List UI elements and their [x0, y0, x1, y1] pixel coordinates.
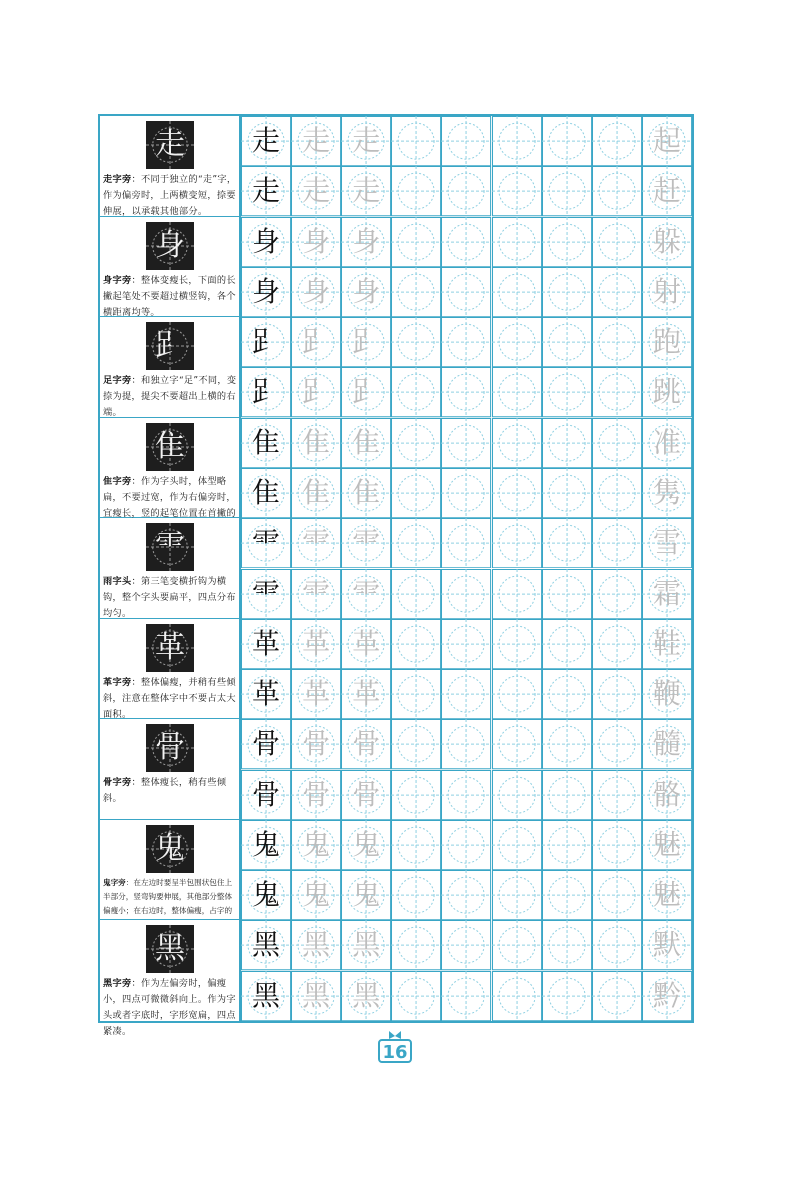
practice-cell[interactable]: [441, 418, 491, 468]
practice-cell[interactable]: [441, 669, 491, 719]
trace-character: 骼: [652, 777, 681, 811]
practice-cell[interactable]: [291, 468, 341, 518]
model-character: 鬼: [252, 878, 281, 912]
practice-cell[interactable]: [542, 217, 592, 267]
practice-cell[interactable]: [542, 317, 592, 367]
trace-character: 鬼: [302, 827, 331, 861]
model-character: 𧾷: [252, 325, 281, 359]
trace-character: ⻗: [352, 576, 381, 610]
trace-character: 魅: [652, 878, 681, 912]
practice-cell[interactable]: [592, 418, 642, 468]
trace-character: 隹: [352, 425, 381, 459]
radical-tile: [146, 222, 194, 270]
practice-cell[interactable]: [441, 569, 491, 619]
practice-cell[interactable]: [542, 920, 592, 970]
trace-character: 默: [652, 928, 681, 962]
radical-notes-column: [100, 116, 241, 1038]
practice-cell[interactable]: [441, 820, 491, 870]
model-character: 鬼: [252, 827, 281, 861]
radical-description: [103, 574, 237, 622]
radical-glyph: 骨: [155, 730, 185, 766]
practice-cell[interactable]: [492, 367, 542, 417]
practice-cell[interactable]: [341, 418, 391, 468]
practice-cell[interactable]: [592, 971, 642, 1021]
model-character: 走: [252, 174, 281, 208]
practice-cell[interactable]: [291, 870, 341, 920]
practice-cell[interactable]: [391, 870, 441, 920]
trace-character: 革: [352, 626, 381, 660]
practice-cell[interactable]: [492, 317, 542, 367]
practice-cell[interactable]: [542, 418, 592, 468]
practice-cell[interactable]: [592, 870, 642, 920]
practice-cell[interactable]: [642, 267, 692, 317]
practice-cell[interactable]: [291, 569, 341, 619]
radical-text: ：在左边时要呈半包围状包住上半部分，竖弯钩要伸展，其他部分整体偏瘦小；在右边时，整体偏瘦，占字的: [103, 877, 233, 915]
radical-name: 雨字头: [103, 576, 132, 588]
trace-character: 射: [652, 274, 681, 308]
practice-cell[interactable]: [592, 217, 642, 267]
trace-character: 革: [352, 677, 381, 711]
radical-tile: [146, 423, 194, 471]
practice-cell[interactable]: [492, 820, 542, 870]
practice-cell[interactable]: [391, 569, 441, 619]
model-character: 身: [252, 274, 281, 308]
radical-tile: [146, 322, 194, 370]
practice-cell[interactable]: [542, 518, 592, 568]
radical-description: [103, 273, 237, 321]
practice-cell[interactable]: [492, 116, 542, 166]
practice-cell[interactable]: [542, 719, 592, 769]
practice-cell[interactable]: [391, 418, 441, 468]
trace-character: ⻗: [352, 526, 381, 560]
practice-cell[interactable]: [492, 468, 542, 518]
practice-cell[interactable]: [441, 267, 491, 317]
radical-note: [100, 619, 239, 720]
practice-cell[interactable]: [592, 669, 642, 719]
radical-tile: [146, 523, 194, 571]
practice-cell[interactable]: [341, 719, 391, 769]
practice-cell[interactable]: [241, 971, 291, 1021]
trace-character: 𧾷: [352, 325, 381, 359]
practice-cell[interactable]: [441, 518, 491, 568]
practice-cell[interactable]: [291, 770, 341, 820]
trace-character: 起: [652, 124, 681, 157]
practice-cell[interactable]: [341, 669, 391, 719]
practice-cell[interactable]: [391, 217, 441, 267]
practice-cell[interactable]: [241, 719, 291, 769]
trace-character: 霜: [652, 576, 681, 610]
practice-cell[interactable]: [592, 116, 642, 166]
practice-cell[interactable]: [391, 166, 441, 216]
practice-cell[interactable]: [241, 116, 291, 166]
trace-character: 走: [352, 174, 381, 208]
radical-glyph: 鬼: [155, 830, 185, 866]
practice-cell[interactable]: [642, 367, 692, 417]
practice-cell[interactable]: [291, 267, 341, 317]
trace-character: 革: [302, 677, 331, 711]
practice-cell[interactable]: [642, 820, 692, 870]
radical-glyph: 𧾷: [155, 328, 185, 364]
practice-cell[interactable]: [441, 468, 491, 518]
radical-text: ：不同于独立的“走”字，作为偏旁时，上两横变短，捺要伸展，以承载其他部分。: [103, 174, 237, 217]
trace-character: 鞭: [652, 677, 681, 711]
practice-cell[interactable]: [341, 116, 391, 166]
practice-cell[interactable]: [592, 619, 642, 669]
practice-cell[interactable]: [391, 619, 441, 669]
radical-name: 革字旁: [103, 676, 132, 688]
practice-cell[interactable]: [341, 317, 391, 367]
radical-name: 足字旁: [103, 375, 132, 387]
radical-tile: [146, 825, 194, 873]
trace-character: 走: [302, 124, 331, 157]
practice-cell[interactable]: [441, 217, 491, 267]
trace-character: 身: [352, 224, 381, 258]
practice-cell[interactable]: [642, 418, 692, 468]
practice-cell[interactable]: [492, 870, 542, 920]
page-number: 16: [378, 1039, 412, 1063]
radical-description: [103, 675, 237, 723]
practice-cell[interactable]: [341, 870, 391, 920]
practice-cell[interactable]: [241, 468, 291, 518]
practice-cell[interactable]: [291, 418, 341, 468]
trace-character: 黑: [352, 928, 381, 962]
trace-character: 走: [352, 124, 381, 157]
practice-cell[interactable]: [241, 669, 291, 719]
practice-cell[interactable]: [542, 820, 592, 870]
practice-cell[interactable]: [441, 770, 491, 820]
practice-cell[interactable]: [642, 619, 692, 669]
model-character: 隹: [252, 475, 281, 509]
radical-glyph: 身: [155, 227, 185, 263]
radical-name: 隹字旁: [103, 475, 132, 487]
model-character: 黑: [252, 928, 281, 962]
trace-character: 黑: [302, 928, 331, 962]
trace-character: 跳: [652, 375, 681, 409]
practice-cell[interactable]: [592, 920, 642, 970]
practice-cell[interactable]: [642, 719, 692, 769]
practice-cell[interactable]: [241, 418, 291, 468]
practice-cell[interactable]: [642, 669, 692, 719]
practice-cell[interactable]: [642, 770, 692, 820]
practice-cell[interactable]: [492, 920, 542, 970]
practice-cell[interactable]: [291, 971, 341, 1021]
practice-cell[interactable]: [441, 317, 491, 367]
radical-note: [100, 719, 239, 820]
practice-cell[interactable]: [642, 870, 692, 920]
radical-text: ：和独立字“足”不同，变捺为提，提尖不要超出上横的右端。: [103, 375, 237, 419]
practice-cell[interactable]: [391, 116, 441, 166]
radical-tile: [146, 624, 194, 672]
practice-cell[interactable]: [241, 217, 291, 267]
practice-cell[interactable]: [291, 669, 341, 719]
practice-cell[interactable]: [241, 166, 291, 216]
model-character: 骨: [252, 727, 281, 761]
practice-cell[interactable]: [592, 719, 642, 769]
practice-cell[interactable]: [241, 619, 291, 669]
trace-character: 鞋: [652, 626, 681, 660]
trace-character: 鬼: [352, 878, 381, 912]
trace-character: 鬼: [302, 878, 331, 912]
trace-character: ⻗: [302, 526, 331, 560]
practice-cell[interactable]: [391, 468, 441, 518]
practice-cell[interactable]: [492, 217, 542, 267]
practice-cell[interactable]: [592, 166, 642, 216]
practice-cell[interactable]: [542, 468, 592, 518]
practice-cell[interactable]: [642, 116, 692, 166]
radical-glyph: 隹: [155, 428, 185, 464]
practice-cell[interactable]: [542, 770, 592, 820]
practice-cell[interactable]: [492, 166, 542, 216]
practice-cell[interactable]: [241, 820, 291, 870]
trace-character: 骨: [352, 777, 381, 811]
practice-cell[interactable]: [391, 820, 441, 870]
radical-description: [103, 976, 237, 1040]
trace-character: 身: [352, 274, 381, 308]
practice-cell[interactable]: [492, 418, 542, 468]
trace-character: 革: [302, 626, 331, 660]
practice-cell[interactable]: [642, 518, 692, 568]
radical-note: [100, 418, 239, 519]
practice-cell[interactable]: [341, 166, 391, 216]
practice-cell[interactable]: [542, 569, 592, 619]
radical-text: ：整体变瘦长，下面的长撇起笔处不要超过横竖钩，各个横距离均等。: [103, 274, 236, 318]
practice-cell[interactable]: [592, 569, 642, 619]
practice-cell[interactable]: [441, 116, 491, 166]
practice-cell[interactable]: [542, 367, 592, 417]
practice-cell[interactable]: [592, 820, 642, 870]
practice-cell[interactable]: [341, 820, 391, 870]
trace-character: 骨: [302, 777, 331, 811]
trace-character: 𧾷: [302, 375, 331, 409]
practice-cell[interactable]: [492, 719, 542, 769]
practice-sheet: [98, 114, 694, 1038]
trace-character: 准: [652, 425, 681, 459]
radical-text: ：作为字头时，体型略扁，不要过宽，作为右偏旁时，宜瘦长，竖的起笔位置在首撇的: [103, 475, 236, 519]
trace-character: 走: [302, 174, 331, 208]
trace-character: 骨: [352, 727, 381, 761]
practice-cell[interactable]: [341, 518, 391, 568]
radical-text: ：作为左偏旁时，偏瘦小，四点可微微斜向上。作为字头或者字底时，字形宽扁，四点紧凑。: [103, 978, 236, 1038]
radical-text: ：整体瘦长，稍有些倾斜。: [103, 777, 227, 805]
practice-cell[interactable]: [241, 518, 291, 568]
trace-character: 髓: [652, 727, 681, 761]
practice-cell[interactable]: [492, 569, 542, 619]
radical-glyph: 革: [155, 629, 185, 665]
trace-character: ⻗: [302, 576, 331, 610]
practice-cell[interactable]: [341, 920, 391, 970]
practice-cell[interactable]: [341, 468, 391, 518]
practice-cell[interactable]: [441, 971, 491, 1021]
practice-cell[interactable]: [441, 367, 491, 417]
practice-cell[interactable]: [542, 267, 592, 317]
practice-cell[interactable]: [642, 468, 692, 518]
practice-cell[interactable]: [291, 367, 341, 417]
practice-cell[interactable]: [642, 920, 692, 970]
model-character: ⻗: [252, 576, 281, 610]
trace-character: 雪: [652, 526, 681, 560]
practice-cell[interactable]: [291, 619, 341, 669]
practice-cell[interactable]: [391, 719, 441, 769]
radical-name: 身字旁: [103, 274, 132, 286]
practice-cell[interactable]: [391, 518, 441, 568]
practice-cell[interactable]: [241, 770, 291, 820]
radical-note: [100, 317, 239, 418]
practice-cell[interactable]: [441, 870, 491, 920]
trace-character: 骨: [302, 727, 331, 761]
trace-character: 隹: [302, 425, 331, 459]
model-character: 革: [252, 677, 281, 711]
practice-cell[interactable]: [441, 166, 491, 216]
radical-note: [100, 920, 239, 1038]
practice-cell[interactable]: [391, 367, 441, 417]
practice-cell[interactable]: [341, 267, 391, 317]
practice-cell[interactable]: [441, 719, 491, 769]
practice-cell[interactable]: [341, 770, 391, 820]
trace-character: 躲: [652, 224, 681, 258]
trace-character: 跑: [652, 325, 681, 359]
radical-note: [100, 518, 239, 619]
model-character: 隹: [252, 425, 281, 459]
radical-glyph: 走: [155, 127, 185, 162]
practice-cell[interactable]: [642, 317, 692, 367]
practice-cell[interactable]: [391, 770, 441, 820]
practice-cell[interactable]: [341, 367, 391, 417]
practice-cell[interactable]: [241, 317, 291, 367]
practice-cell[interactable]: [291, 518, 341, 568]
practice-cell[interactable]: [642, 166, 692, 216]
practice-cell[interactable]: [542, 116, 592, 166]
practice-cell[interactable]: [592, 367, 642, 417]
model-character: 骨: [252, 777, 281, 811]
practice-cell[interactable]: [592, 770, 642, 820]
practice-cell[interactable]: [542, 166, 592, 216]
practice-cell[interactable]: [492, 770, 542, 820]
radical-name: 鬼字旁: [103, 877, 126, 887]
practice-cell[interactable]: [642, 569, 692, 619]
radical-name: 骨字旁: [103, 777, 132, 789]
practice-cell[interactable]: [642, 971, 692, 1021]
practice-cell[interactable]: [592, 267, 642, 317]
radical-glyph: ⻗: [155, 529, 185, 565]
practice-cell[interactable]: [542, 669, 592, 719]
practice-cell[interactable]: [341, 569, 391, 619]
trace-character: 𧾷: [352, 375, 381, 409]
practice-cell[interactable]: [592, 317, 642, 367]
practice-cell[interactable]: [291, 719, 341, 769]
practice-cell[interactable]: [391, 920, 441, 970]
model-character: 𧾷: [252, 375, 281, 409]
radical-text: ：第三笔变横折钩为横钩，整个字头要扁平，四点分布均匀。: [103, 576, 236, 620]
practice-cell[interactable]: [241, 569, 291, 619]
radical-name: 走字旁: [103, 174, 132, 185]
model-character: ⻗: [252, 526, 281, 560]
practice-cell[interactable]: [341, 619, 391, 669]
trace-character: 身: [302, 224, 331, 258]
practice-cell[interactable]: [291, 166, 341, 216]
radical-description: [103, 775, 237, 807]
practice-cell[interactable]: [642, 217, 692, 267]
practice-cell[interactable]: [291, 217, 341, 267]
trace-character: 魅: [652, 827, 681, 861]
practice-cell[interactable]: [291, 317, 341, 367]
practice-cell[interactable]: [391, 317, 441, 367]
practice-grid: [241, 116, 692, 1021]
trace-character: 𧾷: [302, 325, 331, 359]
trace-character: 身: [302, 274, 331, 308]
practice-cell[interactable]: [241, 870, 291, 920]
radical-name: 黑字旁: [103, 978, 132, 990]
page-number-badge: [378, 1031, 412, 1065]
model-character: 走: [252, 124, 281, 157]
radical-tile: [146, 121, 194, 169]
radical-description: [103, 172, 237, 220]
radical-glyph: 黑: [155, 931, 185, 967]
radical-description: [103, 373, 237, 421]
radical-tile: [146, 925, 194, 973]
practice-cell[interactable]: [391, 267, 441, 317]
practice-cell[interactable]: [592, 518, 642, 568]
trace-character: 隹: [302, 475, 331, 509]
practice-cell[interactable]: [391, 971, 441, 1021]
trace-character: 隽: [652, 475, 681, 509]
model-character: 黑: [252, 978, 281, 1012]
practice-cell[interactable]: [241, 267, 291, 317]
practice-cell[interactable]: [592, 468, 642, 518]
practice-cell[interactable]: [291, 820, 341, 870]
practice-cell[interactable]: [391, 669, 441, 719]
practice-cell[interactable]: [341, 217, 391, 267]
practice-cell[interactable]: [492, 669, 542, 719]
practice-cell[interactable]: [341, 971, 391, 1021]
practice-cell[interactable]: [492, 267, 542, 317]
radical-note: [100, 116, 239, 217]
practice-cell[interactable]: [542, 971, 592, 1021]
practice-cell[interactable]: [492, 971, 542, 1021]
practice-cell[interactable]: [291, 116, 341, 166]
practice-cell[interactable]: [492, 619, 542, 669]
model-character: 身: [252, 224, 281, 258]
practice-cell[interactable]: [241, 367, 291, 417]
practice-cell[interactable]: [291, 920, 341, 970]
radical-note: [100, 820, 239, 921]
practice-cell[interactable]: [542, 619, 592, 669]
radical-tile: [146, 724, 194, 772]
trace-character: 赶: [652, 174, 681, 208]
trace-character: 黑: [302, 978, 331, 1012]
trace-character: 隹: [352, 475, 381, 509]
radical-note: [100, 217, 239, 318]
trace-character: 黔: [652, 978, 681, 1012]
trace-character: 黑: [352, 978, 381, 1012]
practice-cell[interactable]: [542, 870, 592, 920]
trace-character: 鬼: [352, 827, 381, 861]
practice-cell[interactable]: [241, 920, 291, 970]
practice-cell[interactable]: [492, 518, 542, 568]
model-character: 革: [252, 626, 281, 660]
practice-cell[interactable]: [441, 619, 491, 669]
practice-cell[interactable]: [441, 920, 491, 970]
radical-text: ：整体偏瘦，并稍有些倾斜，注意在整体字中不要占太大面积。: [103, 676, 236, 720]
